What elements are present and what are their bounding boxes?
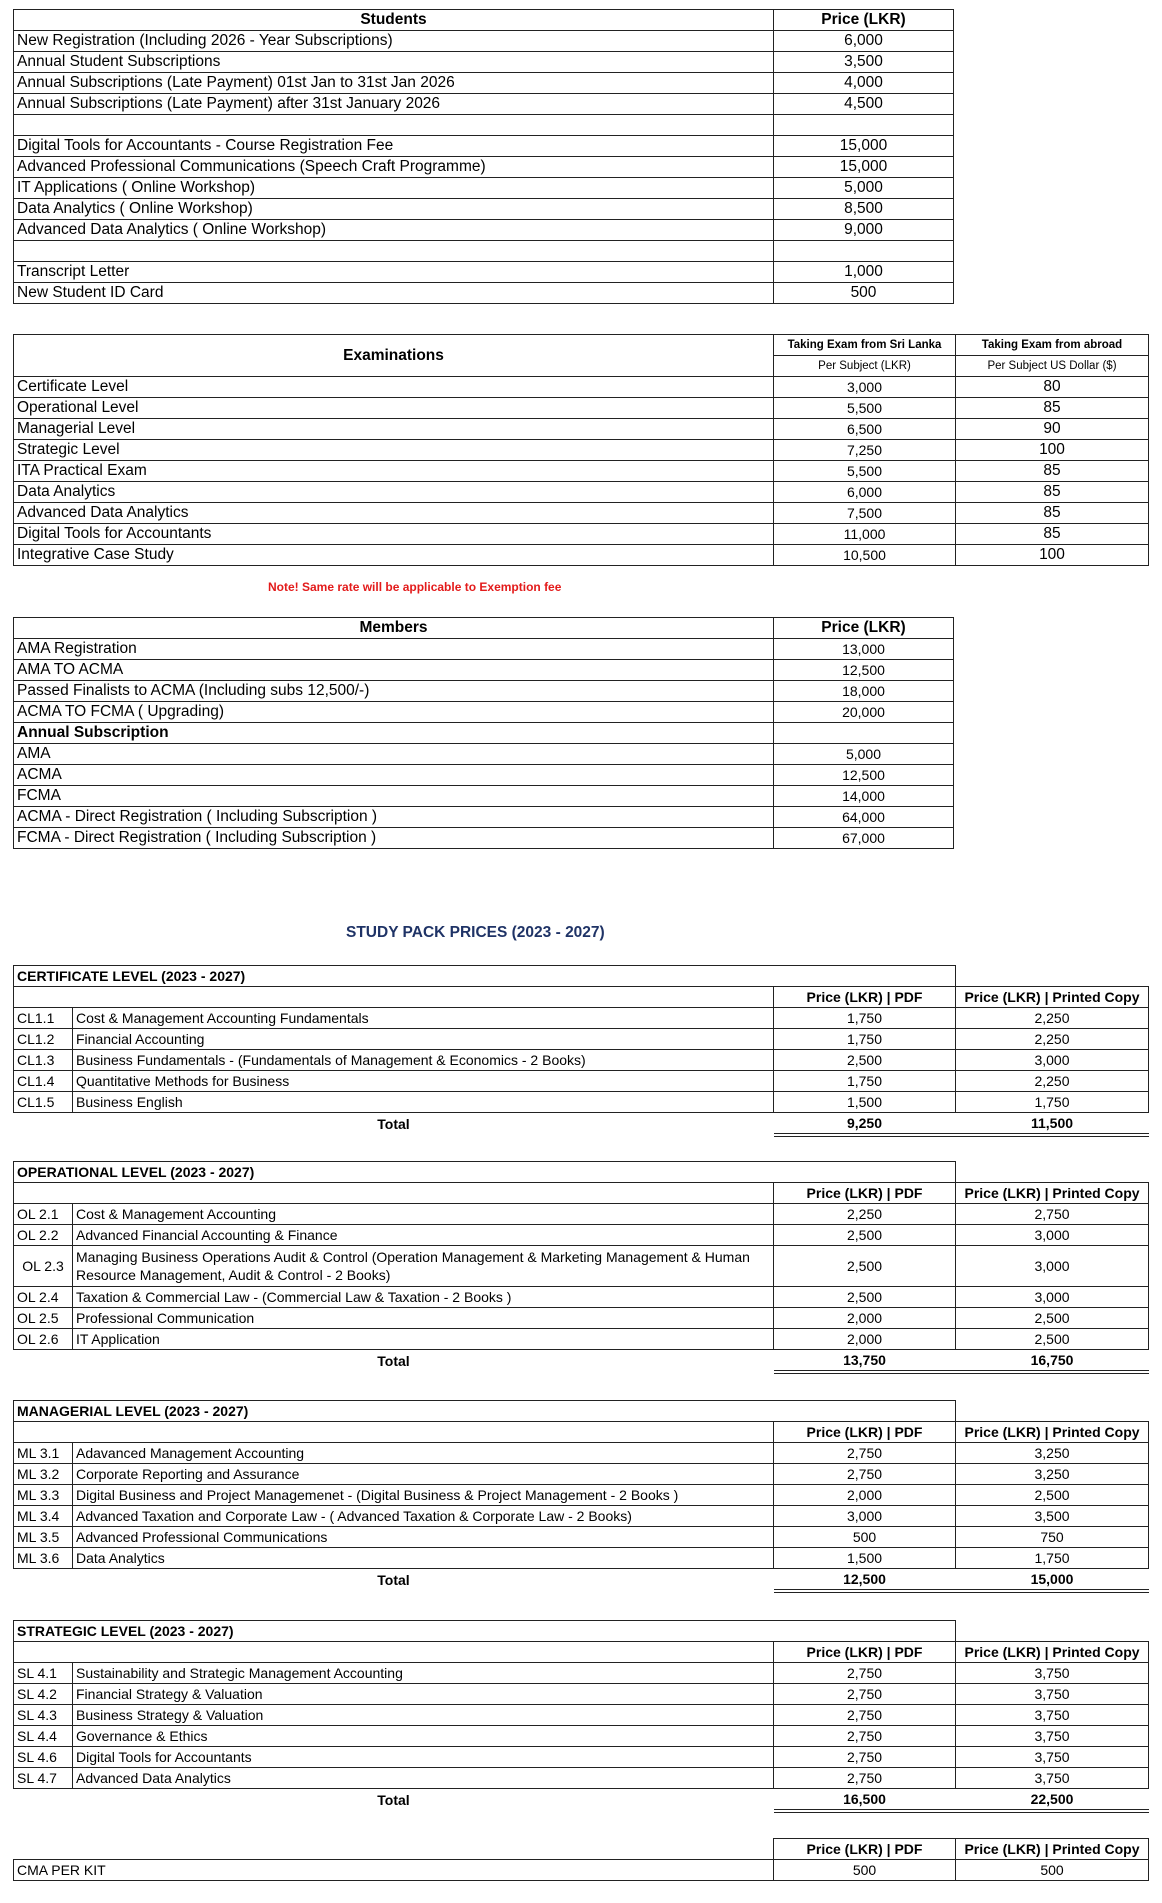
table-row bbox=[14, 31, 954, 52]
exam-label: Strategic Level bbox=[14, 440, 774, 461]
printed-price: 3,250 bbox=[956, 1464, 1149, 1485]
exam-lkr: 6,500 bbox=[774, 419, 956, 440]
subject-code: SL 4.6 bbox=[14, 1747, 73, 1768]
exam-usd: 85 bbox=[956, 524, 1149, 545]
table-header-row bbox=[14, 1642, 1149, 1663]
table-row bbox=[14, 1663, 1149, 1684]
pdf-price: 2,750 bbox=[774, 1684, 956, 1705]
total-label: Total bbox=[377, 1792, 410, 1808]
row-label: ACMA - Direct Registration ( Including Subscription ) bbox=[14, 807, 774, 828]
table-row-blank bbox=[14, 241, 954, 262]
printed-price: 3,750 bbox=[956, 1684, 1149, 1705]
printed-price-header: Price (LKR) | Printed Copy bbox=[956, 987, 1149, 1008]
table-row bbox=[14, 1860, 1149, 1881]
sri-lanka-header: Taking Exam from Sri Lanka bbox=[774, 335, 956, 356]
row-price: 20,000 bbox=[774, 702, 954, 723]
exam-usd: 85 bbox=[956, 461, 1149, 482]
subject-name: Quantitative Methods for Business bbox=[73, 1071, 774, 1092]
pdf-price: 2,750 bbox=[774, 1726, 956, 1747]
pdf-price: 2,000 bbox=[774, 1485, 956, 1506]
row-label: ACMA bbox=[14, 765, 774, 786]
pdf-price: 1,750 bbox=[774, 1008, 956, 1029]
pdf-price: 2,500 bbox=[774, 1287, 956, 1308]
table-row bbox=[14, 1464, 1149, 1485]
level-title-row bbox=[14, 1621, 1149, 1642]
printed-price: 3,500 bbox=[956, 1506, 1149, 1527]
subject-name: Financial Strategy & Valuation bbox=[73, 1684, 774, 1705]
exam-label: Integrative Case Study bbox=[14, 545, 774, 566]
total-printed: 22,500 bbox=[956, 1789, 1149, 1812]
table-row bbox=[14, 136, 954, 157]
members-header: Members bbox=[14, 618, 774, 639]
exam-label: Certificate Level bbox=[14, 377, 774, 398]
level-title: OPERATIONAL LEVEL (2023 - 2027) bbox=[14, 1162, 956, 1183]
exam-label: Operational Level bbox=[14, 398, 774, 419]
printed-price: 2,750 bbox=[956, 1204, 1149, 1225]
row-label: AMA TO ACMA bbox=[14, 660, 774, 681]
exam-usd: 85 bbox=[956, 503, 1149, 524]
row-label: FCMA bbox=[14, 786, 774, 807]
row-label: New Student ID Card bbox=[14, 283, 774, 304]
total-pdf: 13,750 bbox=[774, 1350, 956, 1373]
pdf-price: 1,500 bbox=[774, 1548, 956, 1569]
table-header-row bbox=[14, 1422, 1149, 1443]
printed-price-header: Price (LKR) | Printed Copy bbox=[956, 1183, 1149, 1204]
total-label: Total bbox=[377, 1572, 410, 1588]
table-row bbox=[14, 828, 954, 849]
table-row bbox=[14, 503, 1149, 524]
table-row bbox=[14, 1287, 1149, 1308]
printed-price: 2,500 bbox=[956, 1329, 1149, 1350]
subject-name: Digital Business and Project Managemenet - (Digital Business & Project Management - 2 Books ) bbox=[73, 1485, 774, 1506]
pdf-price-header: Price (LKR) | PDF bbox=[774, 1183, 956, 1204]
exam-usd: 90 bbox=[956, 419, 1149, 440]
total-row bbox=[14, 1789, 1149, 1812]
printed-price: 1,750 bbox=[956, 1092, 1149, 1113]
subject-code: OL 2.3 bbox=[14, 1246, 73, 1287]
table-row bbox=[14, 377, 1149, 398]
students-header: Students bbox=[14, 10, 774, 31]
table-row bbox=[14, 1726, 1149, 1747]
kit-label: CMA PER KIT bbox=[14, 1860, 774, 1881]
subject-code: OL 2.2 bbox=[14, 1225, 73, 1246]
row-price: 4,000 bbox=[774, 73, 954, 94]
kit-printed-price: 500 bbox=[956, 1860, 1149, 1881]
row-label: Transcript Letter bbox=[14, 262, 774, 283]
row-label: Passed Finalists to ACMA (Including subs 12,500/-) bbox=[14, 681, 774, 702]
row-label: Advanced Professional Communications (Speech Craft Programme) bbox=[14, 157, 774, 178]
exam-lkr: 7,500 bbox=[774, 503, 956, 524]
table-row bbox=[14, 1485, 1149, 1506]
level-title: STRATEGIC LEVEL (2023 - 2027) bbox=[14, 1621, 956, 1642]
row-price: 15,000 bbox=[774, 136, 954, 157]
total-printed: 16,750 bbox=[956, 1350, 1149, 1373]
row-label: IT Applications ( Online Workshop) bbox=[14, 178, 774, 199]
printed-price-header: Price (LKR) | Printed Copy bbox=[956, 1642, 1149, 1663]
row-price: 13,000 bbox=[774, 639, 954, 660]
printed-price: 3,750 bbox=[956, 1663, 1149, 1684]
kit-pdf-price: 500 bbox=[774, 1860, 956, 1881]
pdf-price: 2,000 bbox=[774, 1308, 956, 1329]
subject-code: ML 3.5 bbox=[14, 1527, 73, 1548]
table-header-row bbox=[14, 10, 954, 31]
table-section-row bbox=[14, 723, 954, 744]
pdf-price: 2,750 bbox=[774, 1747, 956, 1768]
table-row bbox=[14, 283, 954, 304]
subject-name: Business Fundamentals - (Fundamentals of Management & Economics - 2 Books) bbox=[73, 1050, 774, 1071]
table-row bbox=[14, 639, 954, 660]
pdf-price: 2,000 bbox=[774, 1329, 956, 1350]
exam-usd: 100 bbox=[956, 545, 1149, 566]
printed-price-header: Price (LKR) | Printed Copy bbox=[956, 1422, 1149, 1443]
table-row bbox=[14, 398, 1149, 419]
table-row bbox=[14, 765, 954, 786]
pdf-price: 2,500 bbox=[774, 1246, 956, 1287]
row-price bbox=[774, 241, 954, 262]
row-label: Annual Subscriptions (Late Payment) after 31st January 2026 bbox=[14, 94, 774, 115]
printed-price: 750 bbox=[956, 1527, 1149, 1548]
row-label: Data Analytics ( Online Workshop) bbox=[14, 199, 774, 220]
table-row bbox=[14, 1008, 1149, 1029]
subject-name: Data Analytics bbox=[73, 1548, 774, 1569]
table-row bbox=[14, 1684, 1149, 1705]
printed-price: 1,750 bbox=[956, 1548, 1149, 1569]
strategic-level-table bbox=[13, 1620, 1149, 1813]
subject-name: Business English bbox=[73, 1092, 774, 1113]
row-price: 3,500 bbox=[774, 52, 954, 73]
table-row bbox=[14, 1443, 1149, 1464]
subject-code: CL1.1 bbox=[14, 1008, 73, 1029]
total-printed: 15,000 bbox=[956, 1569, 1149, 1592]
table-row bbox=[14, 220, 954, 241]
subject-name: Adavanced Management Accounting bbox=[73, 1443, 774, 1464]
abroad-subheader: Per Subject US Dollar ($) bbox=[956, 356, 1149, 377]
printed-price: 3,000 bbox=[956, 1225, 1149, 1246]
price-header: Price (LKR) bbox=[774, 10, 954, 31]
printed-price: 2,500 bbox=[956, 1485, 1149, 1506]
printed-price: 3,000 bbox=[956, 1050, 1149, 1071]
table-row bbox=[14, 94, 954, 115]
table-row bbox=[14, 73, 954, 94]
pdf-price: 1,500 bbox=[774, 1092, 956, 1113]
table-row bbox=[14, 1092, 1149, 1113]
subject-code: SL 4.2 bbox=[14, 1684, 73, 1705]
table-row bbox=[14, 1506, 1149, 1527]
table-row bbox=[14, 1308, 1149, 1329]
printed-price: 3,750 bbox=[956, 1747, 1149, 1768]
table-row bbox=[14, 1768, 1149, 1789]
pdf-price-header: Price (LKR) | PDF bbox=[774, 1839, 956, 1860]
certificate-level-table bbox=[13, 965, 1149, 1137]
subject-code: OL 2.5 bbox=[14, 1308, 73, 1329]
exam-lkr: 7,250 bbox=[774, 440, 956, 461]
exam-label: Managerial Level bbox=[14, 419, 774, 440]
row-label: FCMA - Direct Registration ( Including Subscription ) bbox=[14, 828, 774, 849]
pdf-price: 2,750 bbox=[774, 1768, 956, 1789]
pdf-price: 2,500 bbox=[774, 1225, 956, 1246]
table-row bbox=[14, 1029, 1149, 1050]
exam-label: Digital Tools for Accountants bbox=[14, 524, 774, 545]
subject-name: Cost & Management Accounting bbox=[73, 1204, 774, 1225]
table-row bbox=[14, 199, 954, 220]
table-row bbox=[14, 1329, 1149, 1350]
exam-usd: 85 bbox=[956, 398, 1149, 419]
subject-code: SL 4.1 bbox=[14, 1663, 73, 1684]
pdf-price: 2,250 bbox=[774, 1204, 956, 1225]
table-row bbox=[14, 1204, 1149, 1225]
examinations-table bbox=[13, 334, 1149, 566]
pdf-price: 500 bbox=[774, 1527, 956, 1548]
members-table bbox=[13, 617, 954, 849]
exam-lkr: 11,000 bbox=[774, 524, 956, 545]
row-label: Advanced Data Analytics ( Online Workshop) bbox=[14, 220, 774, 241]
subject-code: CL1.2 bbox=[14, 1029, 73, 1050]
table-row bbox=[14, 178, 954, 199]
pdf-price: 2,750 bbox=[774, 1705, 956, 1726]
level-title-row bbox=[14, 1401, 1149, 1422]
subject-name: IT Application bbox=[73, 1329, 774, 1350]
row-price: 500 bbox=[774, 283, 954, 304]
sri-lanka-subheader: Per Subject (LKR) bbox=[774, 356, 956, 377]
subject-name: Taxation & Commercial Law - (Commercial Law & Taxation - 2 Books ) bbox=[73, 1287, 774, 1308]
pdf-price-header: Price (LKR) | PDF bbox=[774, 1642, 956, 1663]
row-label: Digital Tools for Accountants - Course Registration Fee bbox=[14, 136, 774, 157]
operational-level-table bbox=[13, 1161, 1149, 1374]
subject-code: ML 3.1 bbox=[14, 1443, 73, 1464]
printed-price: 3,750 bbox=[956, 1705, 1149, 1726]
printed-price: 3,000 bbox=[956, 1287, 1149, 1308]
table-row bbox=[14, 681, 954, 702]
subject-name: Cost & Management Accounting Fundamentals bbox=[73, 1008, 774, 1029]
table-header-row bbox=[14, 987, 1149, 1008]
subject-code: CL1.5 bbox=[14, 1092, 73, 1113]
exam-lkr: 3,000 bbox=[774, 377, 956, 398]
total-row bbox=[14, 1113, 1149, 1136]
row-price: 6,000 bbox=[774, 31, 954, 52]
row-price: 18,000 bbox=[774, 681, 954, 702]
subject-name: Advanced Professional Communications bbox=[73, 1527, 774, 1548]
price-header: Price (LKR) bbox=[774, 618, 954, 639]
level-title: MANAGERIAL LEVEL (2023 - 2027) bbox=[14, 1401, 956, 1422]
table-row bbox=[14, 1527, 1149, 1548]
total-row bbox=[14, 1569, 1149, 1592]
printed-price: 3,000 bbox=[956, 1246, 1149, 1287]
subject-code: SL 4.3 bbox=[14, 1705, 73, 1726]
row-price: 67,000 bbox=[774, 828, 954, 849]
table-row bbox=[14, 1705, 1149, 1726]
table-row bbox=[14, 744, 954, 765]
printed-price: 3,250 bbox=[956, 1443, 1149, 1464]
study-pack-title: STUDY PACK PRICES (2023 - 2027) bbox=[346, 924, 605, 941]
table-row bbox=[14, 1050, 1149, 1071]
table-row bbox=[14, 545, 1149, 566]
subject-name: Managing Business Operations Audit & Control (Operation Management & Marketing Management & Human Resource Management, Audit & Control - 2 Books) bbox=[73, 1246, 774, 1287]
exemption-note: Note! Same rate will be applicable to Exemption fee bbox=[268, 580, 562, 594]
subject-name: Governance & Ethics bbox=[73, 1726, 774, 1747]
table-header-row bbox=[14, 1183, 1149, 1204]
pdf-price: 2,750 bbox=[774, 1663, 956, 1684]
subject-name: Professional Communication bbox=[73, 1308, 774, 1329]
printed-price: 2,250 bbox=[956, 1071, 1149, 1092]
printed-price: 2,250 bbox=[956, 1029, 1149, 1050]
exam-label: ITA Practical Exam bbox=[14, 461, 774, 482]
table-row bbox=[14, 262, 954, 283]
total-pdf: 9,250 bbox=[774, 1113, 956, 1136]
row-price bbox=[774, 723, 954, 744]
subject-code: OL 2.6 bbox=[14, 1329, 73, 1350]
subject-name: Digital Tools for Accountants bbox=[73, 1747, 774, 1768]
table-row bbox=[14, 461, 1149, 482]
subject-name: Business Strategy & Valuation bbox=[73, 1705, 774, 1726]
students-table bbox=[13, 9, 954, 304]
subject-name: Corporate Reporting and Assurance bbox=[73, 1464, 774, 1485]
row-price bbox=[774, 115, 954, 136]
row-label: ACMA TO FCMA ( Upgrading) bbox=[14, 702, 774, 723]
row-label bbox=[14, 115, 774, 136]
pdf-price: 3,000 bbox=[774, 1506, 956, 1527]
subject-name: Advanced Financial Accounting & Finance bbox=[73, 1225, 774, 1246]
total-row bbox=[14, 1350, 1149, 1373]
subject-name: Financial Accounting bbox=[73, 1029, 774, 1050]
row-label: Annual Subscriptions (Late Payment) 01st Jan to 31st Jan 2026 bbox=[14, 73, 774, 94]
row-price: 5,000 bbox=[774, 744, 954, 765]
exam-label: Data Analytics bbox=[14, 482, 774, 503]
total-pdf: 12,500 bbox=[774, 1569, 956, 1592]
pdf-price: 2,750 bbox=[774, 1443, 956, 1464]
table-header-row bbox=[14, 1839, 1149, 1860]
row-label: Annual Student Subscriptions bbox=[14, 52, 774, 73]
total-label: Total bbox=[377, 1353, 410, 1369]
subject-code: CL1.4 bbox=[14, 1071, 73, 1092]
exam-usd: 80 bbox=[956, 377, 1149, 398]
table-header-row bbox=[14, 618, 954, 639]
pdf-price-header: Price (LKR) | PDF bbox=[774, 987, 956, 1008]
subject-code: SL 4.4 bbox=[14, 1726, 73, 1747]
table-row bbox=[14, 786, 954, 807]
row-price: 15,000 bbox=[774, 157, 954, 178]
exam-lkr: 10,500 bbox=[774, 545, 956, 566]
level-title: CERTIFICATE LEVEL (2023 - 2027) bbox=[14, 966, 956, 987]
row-price: 64,000 bbox=[774, 807, 954, 828]
examinations-header: Examinations bbox=[14, 335, 774, 377]
subject-name: Advanced Data Analytics bbox=[73, 1768, 774, 1789]
exam-lkr: 5,500 bbox=[774, 398, 956, 419]
table-row bbox=[14, 419, 1149, 440]
row-price: 1,000 bbox=[774, 262, 954, 283]
row-price: 12,500 bbox=[774, 765, 954, 786]
exam-usd: 100 bbox=[956, 440, 1149, 461]
table-row bbox=[14, 1225, 1149, 1246]
pdf-price-header: Price (LKR) | PDF bbox=[774, 1422, 956, 1443]
exam-lkr: 5,500 bbox=[774, 461, 956, 482]
table-row bbox=[14, 157, 954, 178]
abroad-header: Taking Exam from abroad bbox=[956, 335, 1149, 356]
printed-price: 3,750 bbox=[956, 1726, 1149, 1747]
subject-code: ML 3.3 bbox=[14, 1485, 73, 1506]
table-row bbox=[14, 1071, 1149, 1092]
subject-name: Sustainability and Strategic Management Accounting bbox=[73, 1663, 774, 1684]
table-row bbox=[14, 1747, 1149, 1768]
table-header-row bbox=[14, 335, 1149, 356]
printed-price-header: Price (LKR) | Printed Copy bbox=[956, 1839, 1149, 1860]
subject-code: CL1.3 bbox=[14, 1050, 73, 1071]
pdf-price: 1,750 bbox=[774, 1029, 956, 1050]
subject-code: OL 2.4 bbox=[14, 1287, 73, 1308]
row-price: 9,000 bbox=[774, 220, 954, 241]
total-label: Total bbox=[377, 1116, 410, 1132]
row-label: New Registration (Including 2026 - Year Subscriptions) bbox=[14, 31, 774, 52]
table-row bbox=[14, 482, 1149, 503]
subject-code: ML 3.4 bbox=[14, 1506, 73, 1527]
pdf-price: 2,750 bbox=[774, 1464, 956, 1485]
total-printed: 11,500 bbox=[956, 1113, 1149, 1136]
row-price: 14,000 bbox=[774, 786, 954, 807]
subject-code: OL 2.1 bbox=[14, 1204, 73, 1225]
exam-lkr: 6,000 bbox=[774, 482, 956, 503]
table-row bbox=[14, 702, 954, 723]
table-row bbox=[14, 1246, 1149, 1287]
level-title-row bbox=[14, 966, 1149, 987]
total-pdf: 16,500 bbox=[774, 1789, 956, 1812]
managerial-level-table bbox=[13, 1400, 1149, 1593]
row-price: 8,500 bbox=[774, 199, 954, 220]
row-price: 12,500 bbox=[774, 660, 954, 681]
row-price: 5,000 bbox=[774, 178, 954, 199]
table-row bbox=[14, 1548, 1149, 1569]
exam-usd: 85 bbox=[956, 482, 1149, 503]
table-row bbox=[14, 524, 1149, 545]
section-label: Annual Subscription bbox=[14, 723, 774, 744]
cma-kit-table bbox=[13, 1838, 1149, 1881]
pdf-price: 1,750 bbox=[774, 1071, 956, 1092]
subject-code: SL 4.7 bbox=[14, 1768, 73, 1789]
row-label bbox=[14, 241, 774, 262]
row-label: AMA bbox=[14, 744, 774, 765]
table-row bbox=[14, 440, 1149, 461]
table-row-blank bbox=[14, 115, 954, 136]
printed-price: 2,250 bbox=[956, 1008, 1149, 1029]
pdf-price: 2,500 bbox=[774, 1050, 956, 1071]
printed-price: 3,750 bbox=[956, 1768, 1149, 1789]
subject-name: Advanced Taxation and Corporate Law - ( Advanced Taxation & Corporate Law - 2 Books) bbox=[73, 1506, 774, 1527]
table-row bbox=[14, 660, 954, 681]
row-label: AMA Registration bbox=[14, 639, 774, 660]
exam-label: Advanced Data Analytics bbox=[14, 503, 774, 524]
table-row bbox=[14, 52, 954, 73]
level-title-row bbox=[14, 1162, 1149, 1183]
subject-code: ML 3.2 bbox=[14, 1464, 73, 1485]
printed-price: 2,500 bbox=[956, 1308, 1149, 1329]
subject-code: ML 3.6 bbox=[14, 1548, 73, 1569]
table-row bbox=[14, 807, 954, 828]
row-price: 4,500 bbox=[774, 94, 954, 115]
